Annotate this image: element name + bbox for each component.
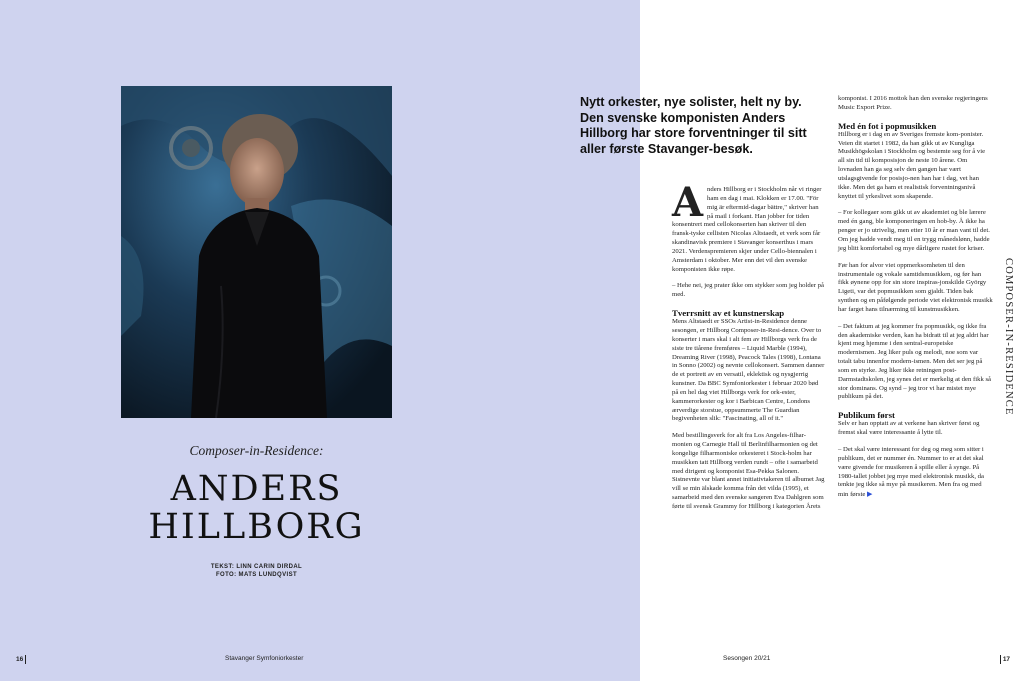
paragraph: – Hehe nei, jeg prater ikke om stykker som jeg holder på med. bbox=[672, 282, 824, 299]
paragraph: Med bestillingsverk for alt fra Los Angeles-filhar-monien og Carnegie Hall til Berlinfilharmonien og det kongelige filharmoniske orkesteret i Stock-holm har musikken tatt Hillborg verden rundt – ofte i samarbeid med dirigent og komponist Esa-Pekka Salonen. Sistnevnte var blant annet initiativtakeren til albumet Jag vill se min älskade komma från det vilda (1995), et samarbeid med den svenske sangeren Eva Dahlgren som førte til svensk Grammy for Hillborg i kategorien Årets bbox=[672, 432, 825, 510]
paragraph: komponist. I 2016 mottok han den svenske regjeringens Music Export Prize. bbox=[838, 95, 988, 111]
right-page-number: 17 bbox=[1002, 656, 1011, 664]
paragraph-text: nders Hillborg er i Stockholm når vi ringer ham en dag i mai. Klokken er 17.00. "För mig är eftermid-dagar bättre," skriver han på mail i forkant. Han jobber for tiden konsentrert med cellokonserten han skriver til den fransk-tyske cellisten Nicolas Altstaedt, et verk som får skandinavisk premiere i Stavanger konserthus i mars 2021. Verdenspremieren skjer under Cello-biennalen i Amsterdam i oktober. Mer enn det vil den svenske komponisten ikke røpe. bbox=[672, 186, 822, 273]
publication-name: Stavanger Symfoniorkester bbox=[225, 655, 304, 662]
kicker: Composer-in-Residence: bbox=[189, 443, 324, 458]
paragraph bbox=[672, 179, 825, 274]
subheading: Publikum først bbox=[838, 410, 895, 421]
paragraph: Mens Altstaedt er SSOs Artist-in-Residence denne sesongen, er Hillborg Composer-in-Resi-dence. Over to konserter i mars skal i alt fem av Hillborgs verk fra de siste tre tiårene fremføres – Liquid Marble (1994), Dreaming River (1998), Peacock Tales (1998), Lontana in Sonno (2002) og nevnte cellokonsert. Sammen danner de et portrett av en versatil, eklektisk og nysgjerrig kunstner. Da BBC Symfoniorkester i februar 2020 bød på en hel dag viet Hillborgs verk for ork-ester, kammerorkester og kor i Barbican Centre, Londons ærverdige storstue, oppsummerte The Guardian begivenheten slik: "Fascinating, all of it." bbox=[672, 318, 825, 423]
section-label-vertical: COMPOSER-IN-RESIDENCE bbox=[1003, 258, 1014, 416]
portrait-photo bbox=[121, 86, 392, 418]
title-last-name: HILLBORG bbox=[148, 507, 365, 547]
paragraph: – Det faktum at jeg kommer fra popmusikk, og ikke fra den akademiske verden, kan ha bidratt til at jeg aldri har kjent meg hjemme i den sentral-europeiske modernismen. Jeg liker puls og melodi, noe som var totalt tabu innenfor modern-ismen. Men det ser jeg på som en styrke. Jeg liker ikke retningen post-Darmstadtskolen, jeg synes det er merkelig at den fikk så stor dominans. Og synd – jeg tror vi har mistet mye publikum på det. bbox=[838, 322, 992, 401]
paragraph: – For kollegaer som gikk ut av akademiet og ble lærere med én gang, ble komponeringen en hob-by. Å ikke ha penger er jo utrivelig, men etter 10 år er man vant til det. Om jeg hadde vendt meg til en trygg månedslønn, hadde jeg blitt komfortabel og mye dårligere rustet for kriser. bbox=[838, 209, 990, 252]
folio-divider bbox=[1000, 655, 1001, 664]
folio-divider bbox=[25, 655, 26, 664]
left-folio bbox=[16, 655, 26, 664]
subheading: Med én fot i popmusikken bbox=[838, 120, 937, 131]
paragraph-text: – Det skal være interessant for deg og meg som sitter i publikum, det er nummer én. Nummer to er at det skal være givende for musikeren å spille eller å synge. På 1980-tallet jobbet jeg mye med elektronisk musikk, da tenkte jeg ikke så mye på musikeren. Men fra og med min første bbox=[838, 446, 984, 499]
paragraph: Hillborg er i dag en av Sveriges fremste kom-ponister. Veien dit startet i 1982, da han gikk ut av Kungliga Musikhögskolan i Stockholm og bestemte seg for å vie all sin tid til komposisjon de neste 10 årene. Om lovnaden han ga seg selv den gangen har vært utslagsgivende for posisjo-nen han har i dag, vet han ikke. Men det ga ham et realistisk forventningsnivå knyttet til yrkeslivet som skapende. bbox=[838, 130, 986, 200]
article-deck: Nytt orkester, nye solister, helt ny by. Den svenske komponisten Anders Hillborg har store forventninger til sitt aller første Stavanger-besøk. bbox=[580, 95, 807, 156]
paragraph bbox=[838, 446, 993, 500]
left-page-number: 16 bbox=[16, 656, 24, 664]
column-one bbox=[672, 179, 825, 520]
title-first-name: ANDERS bbox=[170, 469, 343, 509]
credit-photo: FOTO: MATS LUNDQVIST bbox=[215, 572, 298, 578]
right-folio bbox=[1000, 655, 1010, 664]
drop-cap: A bbox=[672, 179, 704, 226]
credit-text: TEKST: LINN CARIN DIRDAL bbox=[210, 564, 303, 570]
column-two bbox=[838, 95, 993, 508]
subheading: Tverrsnitt av et kunstnerskap bbox=[672, 308, 785, 319]
continue-arrow-icon: ▶ bbox=[866, 490, 873, 499]
paragraph: Før han for alvor viet oppmerksomheten til den instrumentale og vokale samtidsmusikken, og før han fikk øynene opp for sin store inspiras-jonskilde György Ligeti, var det popmusikken som gjaldt. Tiden bak synthen og en påfølgende periode viet elektronisk musikk har farget hans tilnærming til kunstmusikken. bbox=[838, 261, 993, 313]
paragraph: Selv er han opptatt av at verkene han skriver først og fremst skal være interessante å lytte til. bbox=[838, 420, 980, 437]
season-label: Sesongen 20/21 bbox=[723, 655, 771, 662]
